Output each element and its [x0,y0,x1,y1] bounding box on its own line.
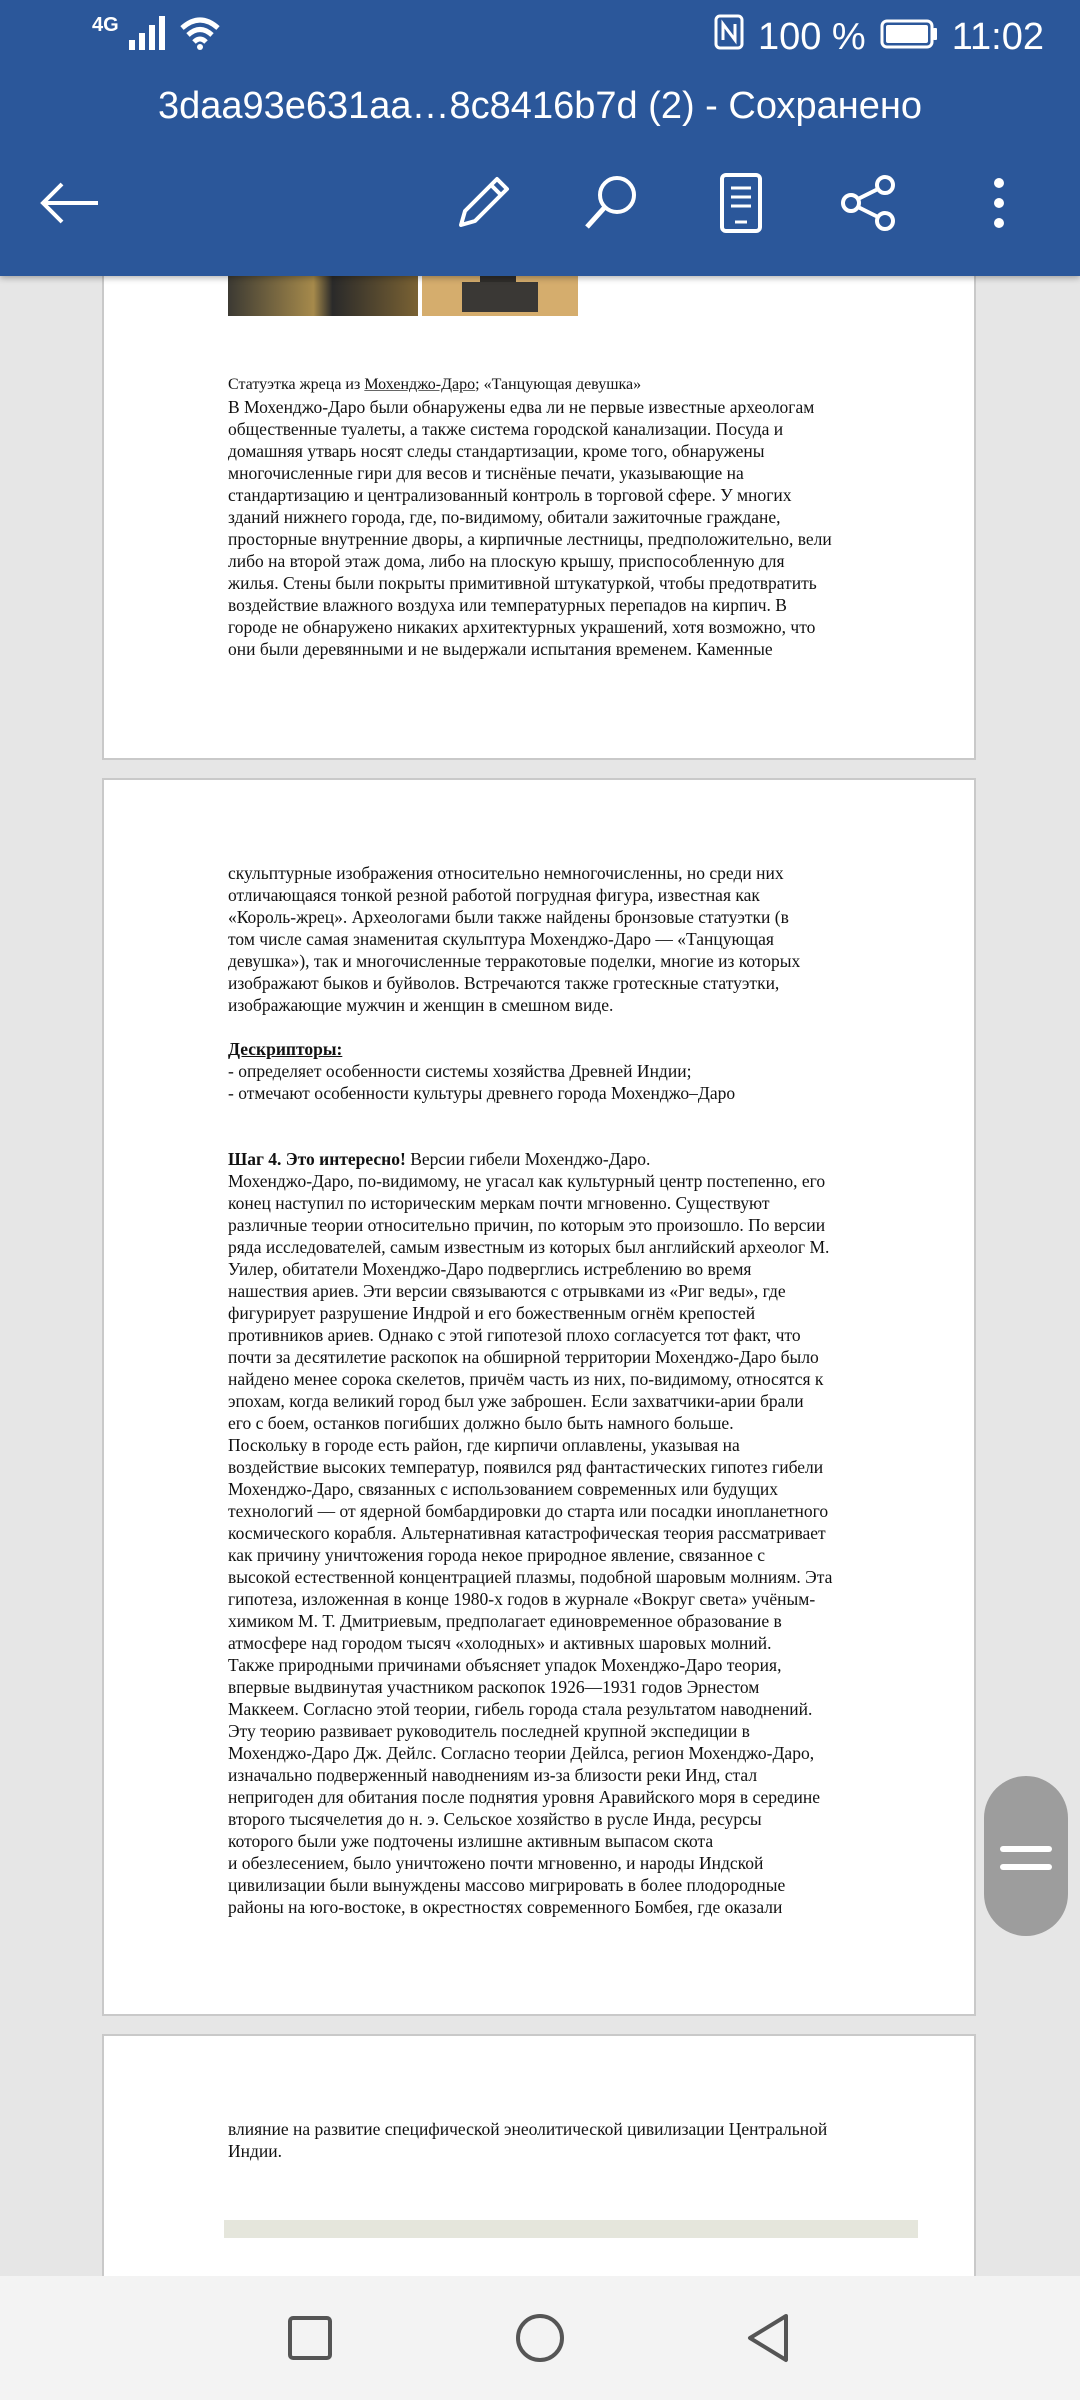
paragraph-line: том числе самая знаменитая скульптура Мохенджо-Даро — «Танцующая [228,929,774,949]
paragraph-line: космического корабля. Альтернативная катастрофическая теория рассматривает [228,1523,826,1543]
paragraph-line: технологий — от ядерной бомбардировки до старта или посадки инопланетного [228,1501,829,1521]
paragraph-line: найдено менее сорока скелетов, причём часть из них, по-видимому, относятся к [228,1369,824,1389]
image-caption: Статуэтка жреца из Мохенджо-Даро; «Танцующая девушка» [228,376,642,393]
descriptor-item: - отмечают особенности культуры древнего города Мохенджо–Даро [228,1083,736,1103]
paragraph-line: воздействие влажного воздуха или температурных перепадов на кирпич. В [228,595,787,615]
paragraph-line: зданий нижнего города, где, по-видимому, обитали зажиточные граждане, [228,507,781,527]
descriptor-item: - определяет особенности системы хозяйства Древней Индии; [228,1061,692,1081]
paragraph-line: изображают быков и буйволов. Встречаются также гротескные статуэтки, [228,973,780,993]
paragraph-line: стандартизацию и централизованный контроль в торговой сфере. У многих [228,485,792,505]
paragraph-line: домашняя утварь носят следы стандартизации, кроме того, обнаружены [228,441,765,461]
paragraph-line: просторные внутренние дворы, а кирпичные лестницы, предположительно, вели [228,529,832,549]
paragraph-line: девушка»), так и многочисленные терракотовые поделки, многие из которых [228,951,801,971]
wifi-icon [179,16,221,55]
paragraph-line: жилья. Стены были покрыты примитивной штукатуркой, чтобы предотвратить [228,573,817,593]
find-button[interactable] [566,160,656,250]
network-type: 4G [92,14,119,36]
paragraph-line: скульптурные изображения относительно немногочисленны, но среди них [228,863,784,883]
back-triangle-icon [742,2312,794,2369]
paragraph-line: «Король-жрец». Археологами были также найдены бронзовые статуэтки (в [228,907,789,927]
more-vert-icon [992,177,1006,234]
paragraph-line: городе не обнаружено никаких архитектурных украшений, хотя возможно, что [228,617,816,637]
more-options-button[interactable] [954,160,1044,250]
share-button[interactable] [824,160,914,250]
paragraph-line: которого были уже подточены излишне активным выпасом скота [228,1831,714,1851]
paragraph-line: изначально подверженный наводнениям из-за близости реки Инд, стал [228,1765,758,1785]
scroll-handle[interactable] [984,1776,1068,1936]
paragraph-line: почти за десятилетие раскопок на обширной территории Мохенджо-Даро было [228,1347,819,1367]
paragraph-line: Также природными причинами объясняет упадок Мохенджо-Даро теория, [228,1655,782,1675]
paragraph-line: Уилер, обитатели Мохенджо-Даро подверглись истреблению во время [228,1259,752,1279]
reading-mode-button[interactable] [696,160,786,250]
search-icon [581,173,641,238]
paragraph-line: Мохенджо-Даро, связанных с использованием современных или будущих [228,1479,779,1499]
pencil-icon [453,173,513,238]
paragraph-line: и обезлесением, было уничтожено почти мгновенно, и народы Индской [228,1853,764,1873]
paragraph-line: различные теории относительно причин, по которым это произошло. По версии [228,1215,826,1235]
edit-button[interactable] [438,160,528,250]
page-3-text [228,2118,918,2162]
document-title[interactable]: 3daa93e631aa…8c8416b7d (2) - Сохранено [157,85,923,127]
paragraph-line: впервые выдвинутая участником раскопок 1926—1931 годов Эрнестом [228,1677,760,1697]
paragraph-line: либо на второй этаж дома, либо на плоскую крышу, приспособленную для [228,551,785,571]
paragraph-line: ряда исследователей, самым известным из которых был английский археолог М. [228,1237,830,1257]
paragraph-line: нашествия ариев. Эти версии связываются с отрывками из «Риг веды», где [228,1281,786,1301]
paragraph-line: его с боем, останков погибших должно было быть намного больше. [228,1413,734,1433]
recents-button[interactable] [270,2300,350,2380]
table-header-band [224,2220,918,2238]
paragraph-line: Поскольку в городе есть район, где кирпичи оплавлены, указывая на [228,1435,740,1455]
paragraph-line: воздействие высоких температур, появился ряд фантастических гипотез гибели [228,1457,824,1477]
paragraph-line: общественные туалеты, а также система городской канализации. Посуда и [228,419,784,439]
paragraph-line: В Мохенджо-Даро были обнаружены едва ли не первые известные археологам [228,397,815,417]
signal-icon [129,16,169,55]
step-heading: Шаг 4. Это интересно! Версии гибели Мохенджо-Даро. [228,1149,651,1169]
paragraph-line: второго тысячелетия до н. э. Сельское хозяйство в русле Инда, ресурсы [228,1809,762,1829]
battery-level: 100 % [757,15,866,58]
paragraph-line: они были деревянными и не выдержали испытания временем. Каменные [228,639,773,659]
paragraph-line: противников ариев. Однако с этой гипотезой плохо согласуется тот факт, что [228,1325,801,1345]
paragraph-line: конец наступил по историческим меркам почти мгновенно. Существуют [228,1193,770,1213]
paragraph-line: эпохам, когда великий город был уже заброшен. Если захватчики-арии брали [228,1391,804,1411]
paragraph-line: Эту теорию развивает руководитель последней крупной экспедиции в [228,1721,750,1741]
home-button[interactable] [500,2300,580,2380]
battery-icon [880,16,938,59]
system-nav-bar [0,2276,1080,2400]
paragraph-line: высокой естественной концентрацией плазмы, подобной шаровым молниям. Эта [228,1567,833,1587]
nav-back-button[interactable] [728,2300,808,2380]
page-1-text [228,374,918,660]
paragraph-line: Мохенджо-Даро, по-видимому, не угасал как культурный центр постепенно, его [228,1171,826,1191]
paragraph-line: атмосфере над городом тысяч «холодных» и активных шаровых молний. [228,1633,772,1653]
status-bar [0,0,1080,80]
paragraph-line: районы на юго-востоке, в окрестностях современного Бомбея, где оказали [228,1897,783,1917]
home-circle-icon [514,2312,566,2369]
descriptors-heading: Дескрипторы: [228,1039,343,1059]
recents-square-icon [286,2314,334,2367]
page-2-text [228,862,918,1918]
app-bar [0,0,1080,276]
back-arrow-icon [38,180,100,231]
paragraph-line: непригоден для обитания после поднятия уровня Аравийского моря в середине [228,1787,820,1807]
paragraph-line: Индии. [228,2141,283,2161]
paragraph-line: как причину уничтожения города некое природное явление, связанное с [228,1545,766,1565]
clock: 11:02 [951,15,1044,58]
paragraph-line: многочисленные гири для весов и тиснёные печати, указывающие на [228,463,744,483]
paragraph-line: Маккеем. Согласно этой теории, гибель города стала результатом наводнений. [228,1699,813,1719]
paragraph-line: гипотеза, изложенная в конце 1980-х годов в журнале «Вокруг света» учёным- [228,1589,816,1609]
paragraph-line: отличающаяся тонкой резной работой погрудная фигура, известная как [228,885,760,905]
reading-mode-icon [719,172,763,239]
paragraph-line: цивилизации были вынуждены массово мигрировать в более плодородные [228,1875,786,1895]
share-icon [839,173,899,238]
document-page-1[interactable] [102,220,976,760]
toolbar [0,160,1080,250]
paragraph-line: химиком М. Т. Дмитриевым, предполагает единовременное образование в [228,1611,782,1631]
paragraph-line: фигурирует разрушение Индрой и его божественным огнём крепостей [228,1303,756,1323]
paragraph-line: влияние на развитие специфической энеолитической цивилизации Центральной [228,2119,828,2139]
document-page-2[interactable] [102,778,976,2016]
paragraph-line: изображающие мужчин и женщин в смешном виде. [228,995,614,1015]
back-button[interactable] [24,160,114,250]
nfc-icon [714,14,744,60]
paragraph-line: Мохенджо-Даро Дж. Дейлс. Согласно теории Дейлса, регион Мохенджо-Даро, [228,1743,815,1763]
